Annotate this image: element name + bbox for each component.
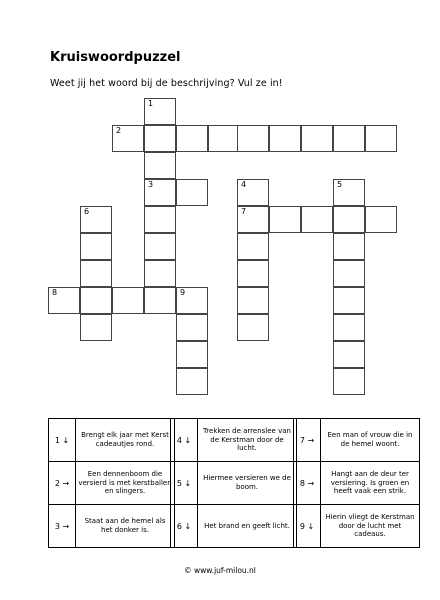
crossword-cell[interactable] (333, 233, 365, 260)
clue-table-3 (293, 418, 420, 548)
clue-text: Hiermee versieren we de boom. (203, 474, 291, 491)
crossword-cell[interactable] (365, 206, 397, 233)
clue-row (294, 505, 419, 547)
clue-key: 2 → (49, 462, 76, 504)
crossword-cell[interactable] (80, 206, 112, 233)
copyright-footer: © www.juf-milou.nl (184, 566, 256, 575)
crossword-cell[interactable] (176, 368, 208, 395)
clue-row (171, 419, 296, 462)
clue-number: 8 (52, 288, 58, 297)
crossword-cell[interactable] (144, 287, 176, 314)
crossword-cell[interactable] (237, 287, 269, 314)
crossword-cell[interactable] (80, 233, 112, 260)
clue-row (294, 462, 419, 505)
crossword-cell[interactable] (301, 125, 333, 152)
crossword-cell[interactable] (333, 260, 365, 287)
crossword-cell[interactable] (144, 125, 176, 152)
crossword-cell[interactable] (333, 341, 365, 368)
crossword-cell[interactable] (269, 125, 301, 152)
clue-text: Trekken de arrenslee van de Kerstman door de lucht. (203, 426, 291, 453)
crossword-cell[interactable] (333, 368, 365, 395)
crossword-cell[interactable] (80, 287, 112, 314)
crossword-cell[interactable] (237, 260, 269, 287)
clue-number: 3 (148, 180, 154, 189)
crossword-cell[interactable] (237, 125, 269, 152)
clue-key: 5 ↓ (171, 462, 198, 504)
crossword-cell[interactable] (237, 179, 269, 206)
crossword-cell[interactable] (301, 206, 333, 233)
clue-number: 4 (241, 180, 247, 189)
clue-key: 8 → (294, 462, 321, 504)
clue-number: 7 (241, 207, 247, 216)
crossword-cell[interactable] (80, 314, 112, 341)
clue-row (294, 419, 419, 462)
clue-text: Hangt aan de deur ter versiering. Is groen en heeft vaak een strik. (330, 469, 410, 496)
clue-number: 6 (84, 207, 90, 216)
clue-text: Hierin vliegt de Kerstman door de lucht met cadeaus. (325, 512, 415, 539)
crossword-cell[interactable] (176, 287, 208, 314)
clue-text: Het brand en geeft licht. (204, 521, 290, 530)
crossword-cell[interactable] (144, 206, 176, 233)
crossword-cell[interactable] (112, 125, 144, 152)
crossword-cell[interactable] (48, 287, 80, 314)
clue-row (49, 505, 174, 547)
crossword-cell[interactable] (333, 179, 365, 206)
clue-key: 7 → (294, 419, 321, 461)
clue-key: 3 → (49, 505, 76, 547)
crossword-cell[interactable] (269, 206, 301, 233)
crossword-cell[interactable] (176, 179, 208, 206)
clue-table-1 (48, 418, 175, 548)
crossword-cell[interactable] (333, 125, 365, 152)
clue-number: 2 (116, 126, 122, 135)
clue-text: Een man of vrouw die in de hemel woont. (327, 431, 413, 448)
clue-number: 5 (337, 180, 343, 189)
crossword-cell[interactable] (112, 287, 144, 314)
clue-text: Brengt elk jaar met Kerst cadeautjes rond. (81, 431, 169, 448)
clue-table-2 (170, 418, 297, 548)
crossword-cell[interactable] (176, 125, 208, 152)
crossword-cell[interactable] (80, 260, 112, 287)
clue-row (49, 419, 174, 462)
crossword-cell[interactable] (333, 206, 365, 233)
clue-key: 1 ↓ (49, 419, 76, 461)
crossword-cell[interactable] (144, 260, 176, 287)
crossword-cell[interactable] (237, 206, 269, 233)
crossword-cell[interactable] (333, 287, 365, 314)
clue-row (171, 462, 296, 505)
crossword-cell[interactable] (176, 314, 208, 341)
clue-key: 9 ↓ (294, 505, 321, 547)
crossword-cell[interactable] (144, 152, 176, 179)
crossword-cell[interactable] (237, 233, 269, 260)
clue-key: 4 ↓ (171, 419, 198, 461)
crossword-cell[interactable] (144, 179, 176, 206)
crossword-cell[interactable] (333, 314, 365, 341)
page-title: Kruiswoordpuzzel (50, 50, 181, 65)
clue-text: Een dennenboom die versierd is met kerstballen en slingers. (78, 469, 172, 496)
clue-key: 6 ↓ (171, 505, 198, 547)
clue-number: 9 (180, 288, 186, 297)
crossword-cell[interactable] (237, 314, 269, 341)
crossword-cell[interactable] (365, 125, 397, 152)
crossword-cell[interactable] (176, 341, 208, 368)
crossword-cell[interactable] (144, 98, 176, 125)
instructions: Weet jij het woord bij de beschrijving? Vul ze in! (50, 78, 283, 89)
crossword-cell[interactable] (144, 233, 176, 260)
clue-text: Staat aan de hemel als het donker is. (84, 517, 166, 534)
clue-row (171, 505, 296, 547)
crossword-cell[interactable] (208, 125, 240, 152)
clue-row (49, 462, 174, 505)
clue-number: 1 (148, 99, 154, 108)
